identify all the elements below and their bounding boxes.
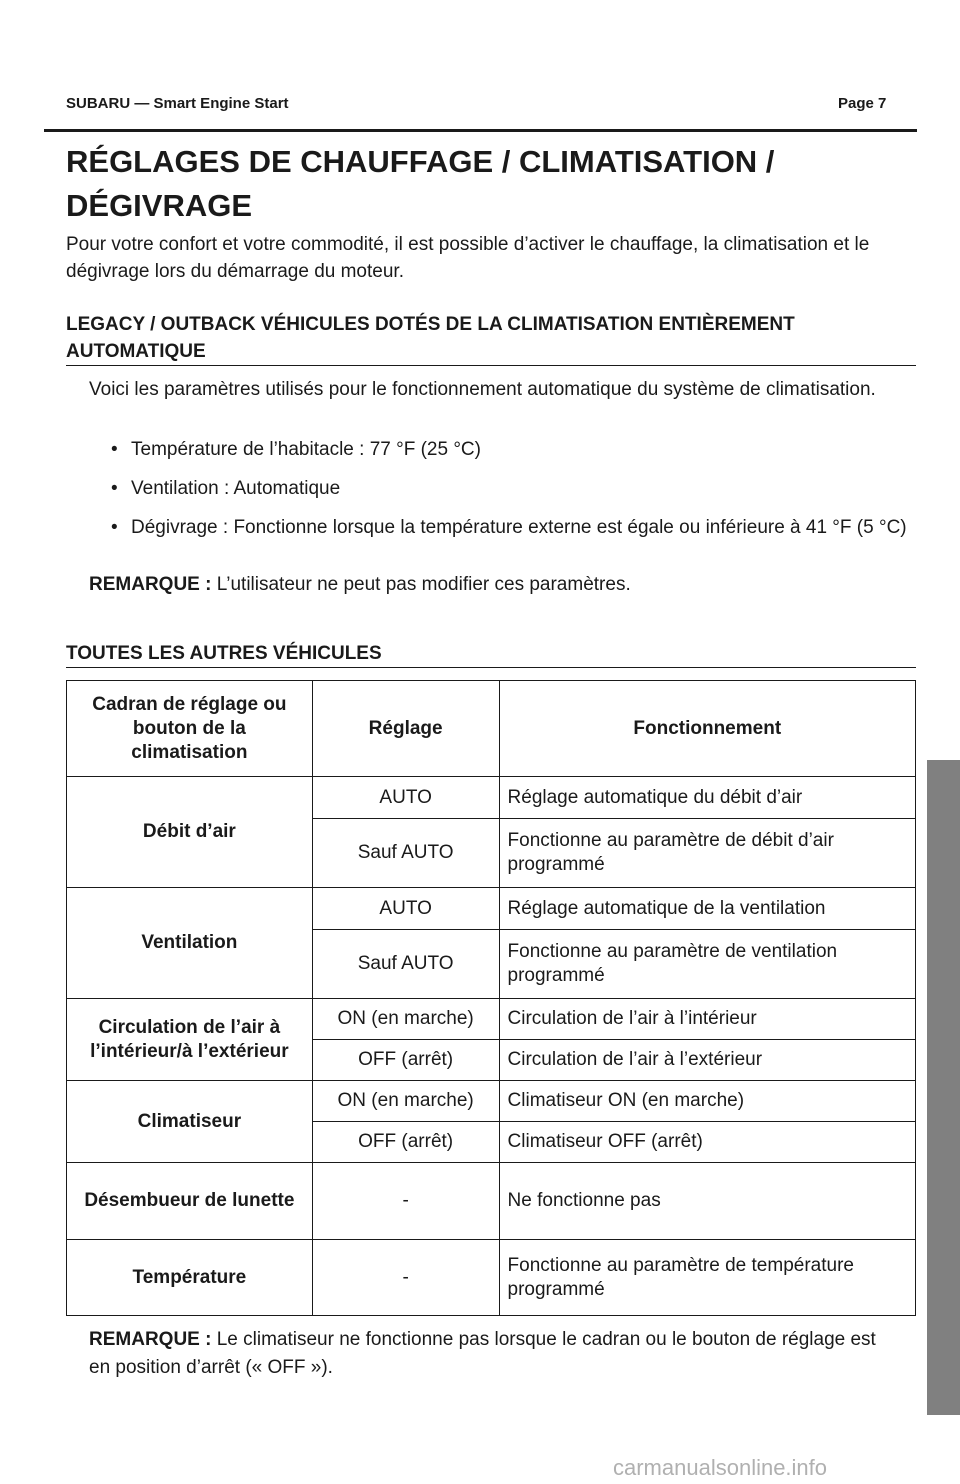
table-row <box>67 999 916 1040</box>
bullet-icon: • <box>111 478 118 499</box>
list-item-text: Dégivrage : Fonctionne lorsque la température externe est égale ou inférieure à 41 °F (5 °C) <box>131 517 907 538</box>
table-row <box>67 1081 916 1122</box>
document-header-title: SUBARU — Smart Engine Start <box>66 95 289 112</box>
bullet-icon: • <box>111 517 118 538</box>
list-item-text: Ventilation : Automatique <box>131 478 341 499</box>
remark-text: L’utilisateur ne peut pas modifier ces paramètres. <box>211 574 631 595</box>
function-cell: Réglage automatique du débit d’air <box>499 777 915 819</box>
list-item-text: Température de l’habitacle : 77 °F (25 °C) <box>131 439 481 460</box>
list-item <box>107 438 907 462</box>
function-cell: Fonctionne au paramètre de débit d’air programmé <box>499 819 915 888</box>
remark-text: Le climatiseur ne fonctionne pas lorsque le cadran ou le bouton de réglage est en position d’arrêt (« OFF »). <box>89 1329 876 1378</box>
function-cell: Climatiseur OFF (arrêt) <box>499 1122 915 1163</box>
column-header-function: Fonctionnement <box>499 681 915 777</box>
remark-note <box>89 573 631 597</box>
setting-cell: Sauf AUTO <box>312 819 499 888</box>
parameters-list <box>107 438 907 555</box>
setting-cell: ON (en marche) <box>312 1081 499 1122</box>
climate-settings-table <box>66 680 916 1316</box>
watermark: carmanualsonline.info <box>613 1455 828 1480</box>
table-row <box>67 888 916 930</box>
column-header-setting: Réglage <box>312 681 499 777</box>
setting-cell: AUTO <box>312 888 499 930</box>
function-cell: Fonctionne au paramètre de température programmé <box>499 1240 915 1316</box>
function-cell: Circulation de l’air à l’extérieur <box>499 1040 915 1081</box>
table-row <box>67 1163 916 1240</box>
setting-cell: OFF (arrêt) <box>312 1122 499 1163</box>
setting-cell: AUTO <box>312 777 499 819</box>
function-cell: Circulation de l’air à l’intérieur <box>499 999 915 1040</box>
section-heading-legacy-outback: LEGACY / OUTBACK VÉHICULES DOTÉS DE LA CLIMATISATION ENTIÈREMENT AUTOMATIQUE <box>66 311 916 366</box>
table-header-row <box>67 681 916 777</box>
remark-label: REMARQUE : <box>89 574 212 595</box>
dial-cell: Désembueur de lunette <box>67 1163 313 1240</box>
function-cell: Climatiseur ON (en marche) <box>499 1081 915 1122</box>
page-number: Page 7 <box>838 95 887 112</box>
function-cell: Ne fonctionne pas <box>499 1163 915 1240</box>
chapter-side-tab <box>927 760 960 1415</box>
list-item <box>107 516 907 540</box>
setting-cell: OFF (arrêt) <box>312 1040 499 1081</box>
setting-cell: - <box>312 1240 499 1316</box>
dial-cell: Climatiseur <box>67 1081 313 1163</box>
dial-cell: Ventilation <box>67 888 313 999</box>
setting-cell: - <box>312 1163 499 1240</box>
bullet-icon: • <box>111 439 118 460</box>
function-cell: Fonctionne au paramètre de ventilation programmé <box>499 930 915 999</box>
remark-label: REMARQUE : <box>89 1329 212 1350</box>
parameters-intro: Voici les paramètres utilisés pour le fonctionnement automatique du système de climatisation. <box>89 379 876 400</box>
remark-note <box>89 1326 899 1382</box>
dial-cell: Circulation de l’air à l’intérieur/à l’extérieur <box>67 999 313 1081</box>
column-header-dial: Cadran de réglage ou bouton de la climatisation <box>67 681 313 777</box>
table-row <box>67 1240 916 1316</box>
list-item <box>107 477 907 501</box>
section-heading-other-vehicles: TOUTES LES AUTRES VÉHICULES <box>66 640 916 668</box>
intro-paragraph: Pour votre confort et votre commodité, il est possible d’activer le chauffage, la climatisation et le dégivrage lors du démarrage du moteur. <box>66 234 870 282</box>
table-row <box>67 777 916 819</box>
dial-cell: Débit d’air <box>67 777 313 888</box>
setting-cell: ON (en marche) <box>312 999 499 1040</box>
page-title: RÉGLAGES DE CHAUFFAGE / CLIMATISATION / DÉGIVRAGE <box>66 144 775 223</box>
function-cell: Réglage automatique de la ventilation <box>499 888 915 930</box>
setting-cell: Sauf AUTO <box>312 930 499 999</box>
header-divider <box>44 129 917 132</box>
dial-cell: Température <box>67 1240 313 1316</box>
